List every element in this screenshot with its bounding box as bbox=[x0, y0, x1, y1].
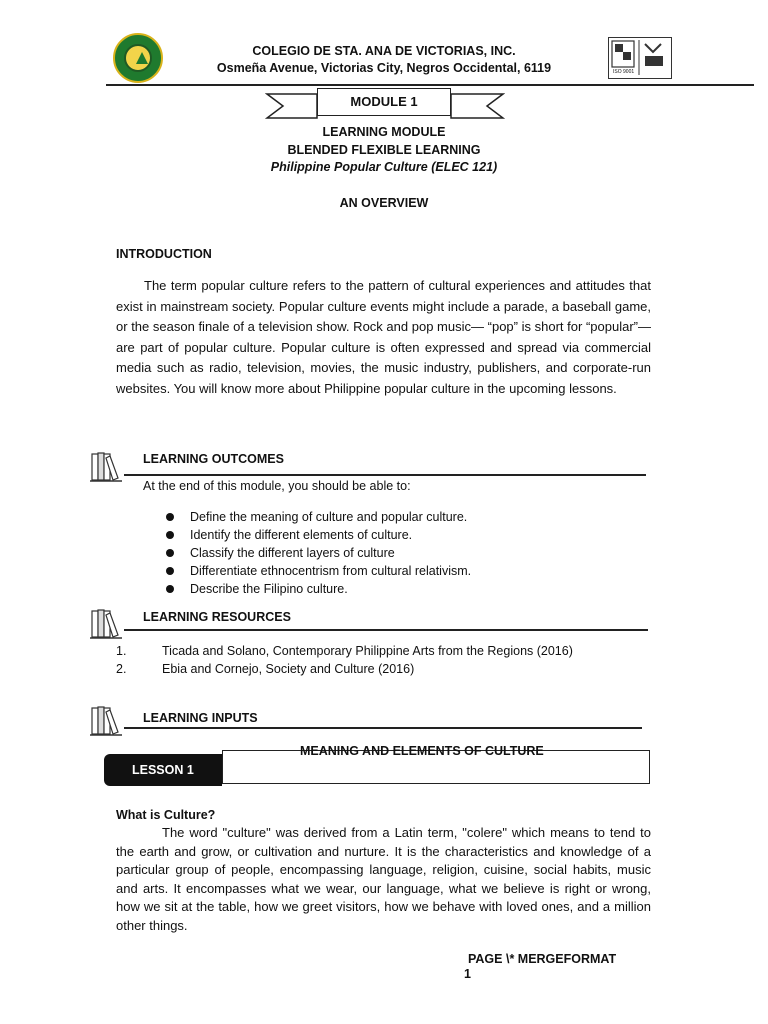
item-number: 2. bbox=[116, 662, 127, 676]
cert-label-iso: ISO 9001 bbox=[613, 69, 635, 75]
school-seal-logo bbox=[113, 33, 163, 83]
item-number: 1. bbox=[116, 644, 127, 658]
list-item: Differentiate ethnocentrism from cultural relativism. bbox=[166, 562, 471, 580]
blended-learning-title: BLENDED FLEXIBLE LEARNING bbox=[287, 143, 481, 157]
list-item bbox=[116, 660, 573, 678]
list-item: Describe the Filipino culture. bbox=[166, 580, 471, 598]
module-banner bbox=[265, 88, 505, 122]
certification-logo bbox=[608, 37, 672, 79]
introduction-heading: INTRODUCTION bbox=[116, 247, 212, 261]
cert-label-ukas: UKAS bbox=[647, 67, 661, 73]
module-label: MODULE 1 bbox=[317, 88, 451, 116]
introduction-paragraph: The term popular culture refers to the pattern of cultural experiences and attitudes that exist in mainstream society. Popular culture events might include a parade, a baseball game, or the season finale of a television show. Rock and pop music— “pop” is short for “popular”—are part of popular culture. Popular culture is often expressed and spread via commercial media such as radio, television, movies, the music industry, publishers, and corporate-run websites. You will know more about Philippine popular culture in the upcoming lessons. bbox=[116, 278, 651, 396]
resources-rule bbox=[124, 629, 648, 631]
lesson-label: LESSON 1 bbox=[104, 754, 222, 786]
resources-list bbox=[116, 642, 573, 678]
page-field: PAGE \* MERGEFORMAT bbox=[468, 952, 617, 966]
school-address: Osmeña Avenue, Victorias City, Negros Occidental, 6119 bbox=[216, 61, 552, 75]
culture-paragraph: The word "culture" was derived from a Latin term, "colere" which means to tend to the earth and grow, or cultivation and nurture. It is the characteristics and knowledge of a particular group of people, encompassing language, religion, cuisine, social habits, music and arts. It encompasses what we wear, our language, what we believe is right or wrong, how we sit at the table, how we greet visitors, how we behave with loved ones, and a million other things. bbox=[116, 825, 651, 933]
learning-module-title: LEARNING MODULE bbox=[322, 125, 446, 139]
item-text: Ebia and Cornejo, Society and Culture (2016) bbox=[162, 662, 415, 676]
list-item: Classify the different layers of culture bbox=[166, 544, 471, 562]
books-icon bbox=[88, 607, 124, 641]
books-icon bbox=[88, 450, 124, 484]
outcomes-rule bbox=[124, 474, 646, 476]
books-icon bbox=[88, 704, 124, 738]
outcomes-list bbox=[166, 508, 471, 598]
learning-inputs-heading: LEARNING INPUTS bbox=[143, 711, 258, 725]
list-item bbox=[116, 642, 573, 660]
header-rule bbox=[106, 84, 754, 86]
page-number: 1 bbox=[464, 967, 471, 981]
learning-resources-heading: LEARNING RESOURCES bbox=[143, 610, 291, 624]
school-name: COLEGIO DE STA. ANA DE VICTORIAS, INC. bbox=[252, 44, 516, 58]
course-title: Philippine Popular Culture (ELEC 121) bbox=[270, 160, 498, 174]
outcomes-lead: At the end of this module, you should be able to: bbox=[143, 479, 411, 493]
culture-heading: What is Culture? bbox=[116, 808, 216, 822]
inputs-rule bbox=[124, 727, 642, 729]
overview-title: AN OVERVIEW bbox=[339, 196, 429, 210]
lesson-title: MEANING AND ELEMENTS OF CULTURE bbox=[300, 744, 544, 758]
learning-outcomes-heading: LEARNING OUTCOMES bbox=[143, 452, 284, 466]
list-item: Define the meaning of culture and popular culture. bbox=[166, 508, 471, 526]
item-text: Ticada and Solano, Contemporary Philippine Arts from the Regions (2016) bbox=[162, 644, 573, 658]
list-item: Identify the different elements of culture. bbox=[166, 526, 471, 544]
